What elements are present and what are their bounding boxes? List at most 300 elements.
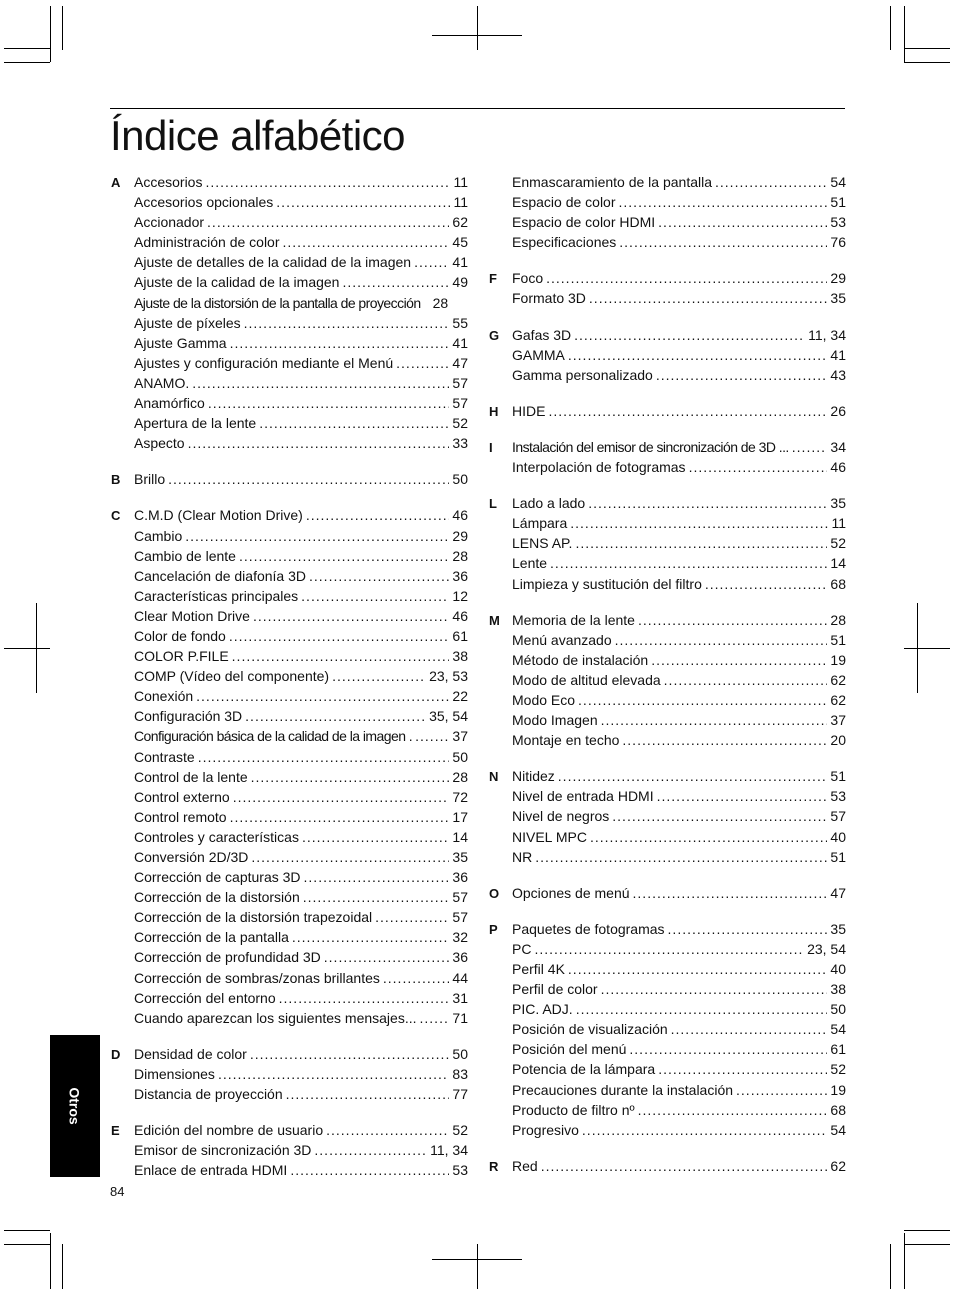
index-entry-label: Lente [512,555,548,572]
index-letter: L [489,496,497,512]
index-entry-pages: 43 [830,366,846,383]
dot-leader [715,172,827,192]
index-entry-pages: 83 [452,1065,468,1082]
index-entry [512,365,846,385]
dot-leader [306,505,450,525]
index-entry-label: Enlace de entrada HDMI [134,1162,288,1179]
index-entry-label: Cambio de lente [134,547,236,564]
index-entry-pages: 61 [830,1041,846,1058]
index-entry-label: Distancia de proyección [134,1086,283,1103]
index-entry-pages: 38 [452,648,468,665]
index-group [486,325,846,385]
dot-leader [615,630,828,650]
index-entry-label: Dimensiones [134,1065,215,1082]
index-letter: G [489,327,500,343]
index-letter: B [111,472,121,488]
index-entry-pages: 51 [830,768,846,785]
index-group [486,493,846,593]
dot-leader [230,333,450,353]
index-group [108,1120,468,1180]
index-entry [512,1039,846,1059]
index-entry-label: Ajuste de píxeles [134,314,241,331]
index-entry [512,610,846,630]
index-entry-pages: 77 [452,1086,468,1103]
index-entry-label: Espacio de color [512,194,616,211]
index-entry [512,1059,846,1079]
index-entry-label: Ajustes y configuración mediante el Menú [134,354,394,371]
dot-leader [250,1044,450,1064]
index-entry [512,919,846,939]
index-entry-label: Corrección de la distorsión trapezoidal [134,909,373,926]
index-entry [134,767,468,787]
index-entry-label: Aspecto [134,435,185,452]
index-entry [512,325,846,345]
index-entry [134,192,468,212]
dot-leader [205,172,450,192]
dot-leader [656,365,828,385]
index-group [108,172,468,453]
dot-leader [196,686,449,706]
index-entry-pages: 28 [432,294,449,311]
index-entry-pages: 35 [830,290,846,307]
dot-leader [568,959,828,979]
dot-leader [619,192,828,212]
page-title: Índice alfabético [110,112,406,159]
index-entry-pages: 11 [453,174,468,190]
index-entry-label: Clear Motion Drive [134,607,250,624]
index-entry-pages: 57 [452,395,468,412]
index-entry [134,172,468,192]
dot-leader [207,212,449,232]
index-entry-pages: 35 [830,495,846,512]
index-entry-pages: 62 [830,691,846,708]
index-entry-label: Conversión 2D/3D [134,849,249,865]
index-column-right [486,172,846,1192]
index-letter: D [111,1046,121,1062]
page-number: 84 [110,1184,125,1199]
index-entry-pages: 46 [830,459,846,476]
index-entry [134,353,468,373]
index-entry [134,1120,468,1140]
index-entry-label: Configuración básica de la calidad de la imagen . [134,728,413,745]
index-entry-list [512,172,846,252]
index-entry-pages: 50 [452,1045,468,1062]
dot-leader [283,232,450,252]
index-entry [134,626,468,646]
index-entry-label: Paquetes de fotogramas [512,920,665,937]
dot-leader [290,1160,449,1180]
dot-leader [638,610,827,630]
index-entry-label: Nitidez [512,768,555,785]
index-entry-pages: 47 [452,354,468,371]
index-entry-label: PIC. ADJ. [512,1001,573,1018]
index-entry [134,469,468,489]
index-entry-label: Precauciones durante la instalación [512,1081,734,1098]
index-group [486,883,846,903]
index-entry-label: Ajuste Gamma [134,334,227,351]
index-entry-label: Características principales [134,587,299,604]
index-letter: M [489,612,500,628]
dot-leader [546,268,827,288]
index-letter: I [489,439,493,455]
index-letter: P [489,921,498,937]
dot-leader [276,192,450,212]
index-group [486,919,846,1140]
index-entry [134,827,468,847]
index-entry-pages: 54 [830,1121,846,1138]
index-entry-pages: 34 [830,438,846,455]
dot-leader [574,325,805,345]
index-group [486,401,846,421]
index-entry [512,1019,846,1039]
index-entry-label: Corrección de profundidad 3D [134,949,321,966]
index-entry [512,670,846,690]
index-entry-pages: 52 [830,535,846,552]
title-rule [110,108,845,109]
dot-leader [619,232,827,252]
index-entry-label: Nivel de negros [512,808,610,825]
dot-leader [415,726,449,746]
index-entry-pages: 51 [830,631,846,648]
index-entry-list [512,325,846,385]
index-entry-pages: 45 [452,234,468,251]
index-entry [134,212,468,232]
dot-leader [198,747,450,767]
index-entry-label: GAMMA [512,346,565,363]
dot-leader [244,313,450,333]
index-entry-label: Interpolación de fotogramas [512,459,686,476]
index-entry-label: Configuración 3D [134,708,243,725]
index-entry [512,192,846,212]
index-letter: F [489,271,497,287]
index-entry-list [134,1044,468,1104]
dot-leader [568,345,828,365]
dot-leader [671,1019,828,1039]
dot-leader [689,457,828,477]
index-entry-label: Corrección de la distorsión [134,889,300,906]
index-entry-label: ANAMO. [134,374,190,391]
index-entry-pages: 19 [830,1081,846,1098]
index-entry-label: Gafas 3D [512,326,572,343]
index-entry-pages: 37 [452,728,468,745]
index-column-left [108,172,468,1196]
dot-leader [239,546,449,566]
index-entry [134,433,468,453]
dot-leader [588,493,827,513]
index-entry-label: Perfil de color [512,981,598,998]
index-entry-pages: 23, 53 [429,668,468,685]
index-entry [512,437,846,457]
index-entry-pages: 26 [830,402,846,419]
index-entry-pages: 41 [830,346,846,363]
dot-leader [251,847,449,867]
index-entry-pages: 35 [830,920,846,937]
index-entry-label: COMP (Vídeo del componente) [134,668,330,685]
index-entry-label: Posición de visualización [512,1021,668,1038]
index-entry [512,847,846,867]
dot-leader [633,883,828,903]
index-entry-pages: 71 [452,1009,468,1026]
dot-leader [314,1140,427,1160]
index-entry-pages: 68 [830,575,846,592]
index-entry [512,979,846,999]
index-entry [512,806,846,826]
index-entry-label: Administración de color [134,234,280,251]
index-entry [134,586,468,606]
index-entry [512,493,846,513]
index-entry [512,786,846,806]
index-entry-label: Potencia de la lámpara [512,1061,656,1078]
index-entry-pages: 35, 54 [429,708,468,725]
index-entry [512,710,846,730]
index-entry-list [512,1156,846,1176]
index-entry-pages: 68 [830,1101,846,1118]
index-entry [134,526,468,546]
index-entry-list [512,610,846,751]
index-entry-pages: 36 [452,567,468,584]
dot-leader [259,413,449,433]
index-entry-label: Cuando aparezcan los siguientes mensajes... [134,1009,417,1026]
index-entry-label: Espacio de color HDMI [512,214,656,231]
index-group [486,437,846,477]
index-group [486,268,846,308]
index-entry [134,787,468,807]
dot-leader [651,650,827,670]
index-entry-pages: 50 [452,471,468,488]
index-entry-pages: 20 [830,732,846,749]
index-entry-pages: 29 [830,270,846,287]
index-entry-list [512,493,846,593]
index-entry [134,947,468,967]
index-entry-pages: 76 [830,234,846,251]
dot-leader [309,566,449,586]
index-entry-label: Corrección del entorno [134,989,276,1006]
index-entry-label: Densidad de color [134,1045,247,1062]
dot-leader [233,787,450,807]
index-entry-pages: 41 [452,334,468,351]
dot-leader [668,919,828,939]
dot-leader [168,469,449,489]
index-entry-label: Método de instalación [512,651,649,668]
dot-leader [548,401,827,421]
index-entry-label: COLOR P.FILE [134,648,229,665]
index-group [486,766,846,866]
index-entry-label: Menú avanzado [512,631,612,648]
dot-leader [589,288,828,308]
index-entry [134,566,468,586]
index-entry-label: Foco [512,270,544,287]
dot-leader [253,606,449,626]
index-entry-list [134,172,468,453]
dot-leader [582,1120,828,1140]
index-entry [512,457,846,477]
index-entry-label: Ajuste de la distorsión de la pantalla de proyección [134,294,421,311]
index-entry-list [512,437,846,477]
index-entry-pages: 55 [452,314,468,331]
index-entry [512,268,846,288]
dot-leader [251,767,450,787]
dot-leader [570,513,828,533]
index-entry-label: Accesorios opcionales [134,194,274,211]
index-entry-pages: 32 [452,929,468,946]
dot-leader [590,827,827,847]
index-entry [512,513,846,533]
dot-leader [324,947,450,967]
index-entry [134,272,468,292]
index-entry-label: Corrección de capturas 3D [134,869,301,886]
index-entry-pages: 52 [830,1061,846,1078]
dot-leader [657,786,828,806]
index-entry-list [512,919,846,1140]
index-entry-pages: 11 [831,515,846,532]
index-entry [512,999,846,1019]
dot-leader [629,1039,827,1059]
index-entry-pages: 52 [452,1122,468,1139]
index-entry [512,345,846,365]
dot-leader [229,626,450,646]
index-entry-pages: 49 [452,274,468,291]
index-letter: H [489,403,499,419]
index-entry-list [512,883,846,903]
dot-leader [578,690,827,710]
dot-leader [601,979,828,999]
index-entry [134,1008,468,1028]
index-entry-label: Edición del nombre de usuario [134,1122,324,1139]
index-entry-pages: 51 [830,848,846,865]
dot-leader [292,927,450,947]
index-entry-label: PC [512,940,532,957]
index-entry-label: Contraste [134,748,195,765]
dot-leader [185,526,449,546]
dot-leader [245,706,426,726]
index-group [108,1044,468,1104]
index-entry [512,288,846,308]
dot-leader [208,393,450,413]
index-entry [134,726,468,746]
index-entry-pages: 35 [452,849,468,865]
index-entry [134,606,468,626]
index-entry-list [512,766,846,866]
index-entry-label: HIDE [512,402,546,419]
index-entry-label: Controles y características [134,828,299,845]
index-entry [512,1156,846,1176]
index-entry [134,505,468,525]
index-entry-label: Enmascaramiento de la pantalla [512,174,713,190]
index-entry-label: Modo Eco [512,691,576,708]
index-entry [512,630,846,650]
index-entry-label: Progresivo [512,1121,579,1138]
dot-leader [304,867,450,887]
index-entry-label: Producto de filtro nº [512,1101,635,1118]
index-entry-pages: 51 [830,194,846,211]
index-entry [134,1084,468,1104]
dot-leader [342,272,449,292]
dot-leader [286,1084,450,1104]
index-entry-pages: 11 [453,194,468,211]
dot-leader [576,999,828,1019]
dot-leader [332,666,426,686]
index-entry-pages: 47 [830,884,846,901]
index-entry-label: Anamórfico [134,395,205,412]
index-entry-pages: 19 [830,651,846,668]
index-entry-label: Emisor de sincronización 3D [134,1142,312,1159]
index-letter: R [489,1158,499,1174]
index-entry-pages: 53 [830,788,846,805]
index-entry-pages: 57 [452,889,468,906]
index-entry [134,333,468,353]
index-entry-pages: 41 [452,254,468,271]
dot-leader [301,586,449,606]
index-entry-pages: 38 [830,981,846,998]
index-entry-pages: 22 [452,688,468,705]
index-group [486,172,846,252]
index-entry-pages: 40 [830,961,846,977]
index-entry-pages: 54 [830,174,846,190]
dot-leader [575,533,827,553]
index-entry-pages: 57 [830,808,846,825]
index-entry-label: Montaje en techo [512,732,620,749]
index-entry-pages: 62 [452,214,468,231]
index-entry-pages: 50 [830,1001,846,1018]
index-entry [134,252,468,272]
index-entry-pages: 36 [452,869,468,886]
dot-leader [601,710,828,730]
index-entry-label: Opciones de menú [512,884,630,901]
index-entry-pages: 14 [452,828,468,845]
dot-leader [541,1156,828,1176]
index-entry-pages: 28 [452,547,468,564]
index-entry [512,172,846,192]
index-entry-pages: 28 [452,768,468,785]
index-entry-pages: 57 [452,909,468,926]
dot-leader [622,730,827,750]
index-entry-pages: 72 [452,788,468,805]
index-entry [512,730,846,750]
index-entry-label: Control de la lente [134,768,248,785]
index-entry-label: LENS AP. [512,535,573,552]
section-tab-label: Otros [67,1087,83,1125]
index-entry [134,373,468,393]
dot-leader [420,1008,450,1028]
index-entry-label: Control externo [134,788,230,805]
index-entry-list [134,1120,468,1180]
index-entry-label: Cambio [134,527,183,544]
dot-leader [188,433,450,453]
index-entry-pages: 29 [452,527,468,544]
index-entry-pages: 17 [452,808,468,825]
index-entry [512,650,846,670]
index-entry-label: Instalación del emisor de sincronización de 3D ... [512,438,789,455]
index-entry-label: Conexión [134,688,194,705]
index-entry-label: Formato 3D [512,290,586,307]
dot-leader [396,353,449,373]
index-entry [512,401,846,421]
dot-leader [218,1064,449,1084]
dot-leader [192,373,449,393]
index-entry [512,827,846,847]
index-entry [134,666,468,686]
index-entry-pages: 40 [830,828,846,845]
index-entry-list [512,401,846,421]
index-entry-label: Ajuste de la calidad de la imagen [134,274,340,291]
index-letter: N [489,769,499,785]
index-entry [512,553,846,573]
index-entry [134,887,468,907]
dot-leader [658,1059,827,1079]
index-entry-pages: 33 [452,435,468,452]
dot-leader [658,212,827,232]
index-entry-label: Lámpara [512,515,568,532]
